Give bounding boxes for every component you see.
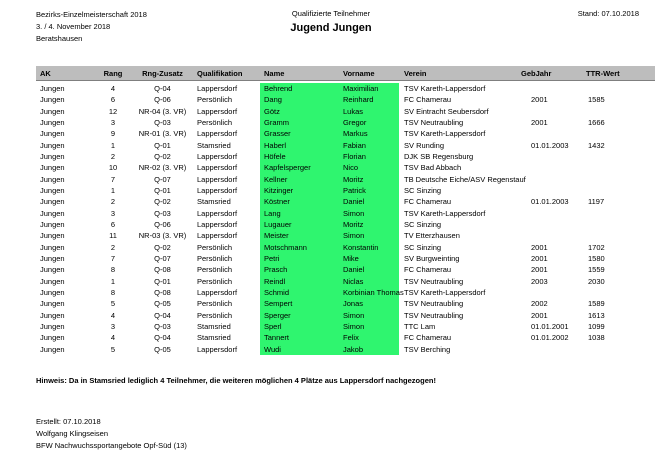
table-row (36, 174, 655, 185)
cell-gebjahr (516, 185, 582, 196)
cell-qualifikation: Stamsried (197, 197, 231, 207)
table-row (36, 321, 655, 332)
cell-gebjahr: 2001 (531, 95, 548, 105)
cell-vorname: Moritz (340, 174, 399, 185)
cell-ak: Jungen (40, 117, 65, 127)
cell-qualifikation: Persönlich (197, 242, 233, 252)
cell-qualifikation: Lappersdorf (197, 106, 238, 116)
cell-name: Gramm (260, 117, 340, 128)
cell-ttr-wert: 1038 (588, 333, 605, 343)
cell-gebjahr: 01.01.2002 (531, 333, 569, 343)
table-row (36, 208, 655, 219)
cell-gebjahr: 2001 (531, 253, 548, 263)
cell-ttr-wert (582, 230, 655, 241)
table-row (36, 162, 655, 173)
cell-name: Tannert (260, 332, 340, 343)
cell-ak: Jungen (40, 253, 65, 263)
cell-rang: 8 (110, 287, 116, 297)
cell-verein: TSV Neutraubling (404, 299, 464, 309)
cell-rng-zusatz: Q-08 (154, 265, 171, 275)
cell-rang: 2 (110, 242, 116, 252)
cell-rang: 3 (110, 117, 116, 127)
cell-name: Kitzinger (260, 185, 340, 196)
cell-vorname: Fabian (340, 140, 399, 151)
cell-gebjahr: 2003 (531, 276, 548, 286)
column-header-verein: Verein (399, 66, 516, 81)
column-header-ttr-wert: TTR-Wert (582, 66, 655, 81)
table-row (36, 344, 655, 355)
cell-gebjahr: 01.01.2001 (531, 321, 569, 331)
cell-rng-zusatz: Q-07 (154, 174, 171, 184)
cell-verein: SC Sinzing (404, 242, 442, 252)
cell-qualifikation: Lappersdorf (197, 208, 238, 218)
cell-rng-zusatz: NR-03 (3. VR) (138, 231, 187, 241)
cell-name: Sperl (260, 321, 340, 332)
cell-verein: FC Chamerau (404, 265, 452, 275)
cell-ak: Jungen (40, 106, 65, 116)
cell-ak: Jungen (40, 129, 65, 139)
cell-verein: TSV Kareth-Lappersdorf (404, 287, 486, 297)
cell-qualifikation: Persönlich (197, 299, 233, 309)
page-subtitle: Qualifizierte Teilnehmer (291, 9, 371, 18)
cell-verein: TSV Neutraubling (404, 117, 464, 127)
cell-rng-zusatz: Q-07 (154, 253, 171, 263)
table-row (36, 287, 655, 298)
cell-rang: 3 (110, 208, 116, 218)
table-row (36, 242, 655, 253)
cell-ak: Jungen (40, 151, 65, 161)
cell-name: Köstner (260, 196, 340, 207)
cell-qualifikation: Lappersdorf (197, 151, 238, 161)
cell-rng-zusatz: Q-06 (154, 95, 171, 105)
cell-rng-zusatz: Q-01 (154, 140, 171, 150)
cell-ak: Jungen (40, 185, 65, 195)
cell-qualifikation: Lappersdorf (197, 219, 238, 229)
cell-qualifikation: Persönlich (197, 117, 233, 127)
cell-name: Götz (260, 106, 340, 117)
cell-vorname: Daniel (340, 264, 399, 275)
cell-rang: 4 (110, 333, 116, 343)
cell-vorname: Lukas (340, 106, 399, 117)
cell-rang: 9 (110, 129, 116, 139)
cell-gebjahr (516, 287, 582, 298)
footer-block (36, 416, 187, 452)
cell-name: Prasch (260, 264, 340, 275)
cell-gebjahr (516, 128, 582, 139)
cell-rang: 4 (110, 310, 116, 320)
participants-table-wrap (36, 66, 655, 355)
cell-ak: Jungen (40, 299, 65, 309)
cell-gebjahr: 2002 (531, 299, 548, 309)
table-row (36, 140, 655, 151)
cell-gebjahr (516, 151, 582, 162)
cell-rang: 7 (110, 253, 116, 263)
cell-vorname: Simon (340, 208, 399, 219)
cell-ak: Jungen (40, 84, 65, 93)
event-date: 3. / 4. November 2018 (36, 22, 111, 31)
cell-name: Höfele (260, 151, 340, 162)
cell-rng-zusatz: Q-01 (154, 276, 171, 286)
table-row (36, 276, 655, 287)
cell-gebjahr (516, 208, 582, 219)
cell-ttr-wert (582, 151, 655, 162)
cell-vorname: Maximilian (340, 83, 399, 94)
cell-gebjahr (516, 106, 582, 117)
cell-rng-zusatz: Q-02 (154, 242, 171, 252)
cell-rang: 1 (110, 276, 116, 286)
cell-name: Haberl (260, 140, 340, 151)
cell-ak: Jungen (40, 174, 65, 184)
cell-qualifikation: Persönlich (197, 276, 233, 286)
cell-ttr-wert (582, 185, 655, 196)
cell-ttr-wert (582, 83, 655, 94)
cell-name: Wudi (260, 344, 340, 355)
cell-vorname: Simon (340, 230, 399, 241)
cell-qualifikation: Stamsried (197, 333, 231, 343)
column-header-name: Name (260, 66, 340, 81)
cell-ttr-wert (582, 208, 655, 219)
cell-vorname: Florian (340, 151, 399, 162)
cell-name: Dang (260, 94, 340, 105)
table-row (36, 298, 655, 309)
cell-rang: 1 (110, 140, 116, 150)
cell-name: Meister (260, 230, 340, 241)
column-header-rang: Rang (95, 66, 131, 81)
cell-rng-zusatz: Q-03 (154, 321, 171, 331)
cell-verein: TSV Neutraubling (404, 310, 464, 320)
cell-verein: TSV Kareth-Lappersdorf (404, 84, 486, 93)
stand-date: Stand: 07.10.2018 (577, 9, 639, 18)
cell-name: Schmid (260, 287, 340, 298)
event-location: Beratshausen (36, 34, 83, 43)
cell-rng-zusatz: Q-03 (154, 117, 171, 127)
cell-qualifikation: Stamsried (197, 140, 231, 150)
cell-vorname: Patrick (340, 185, 399, 196)
table-row (36, 117, 655, 128)
cell-verein: TSV Kareth-Lappersdorf (404, 129, 486, 139)
column-header-rng-zusatz: Rng-Zusatz (131, 66, 194, 81)
cell-ak: Jungen (40, 265, 65, 275)
cell-vorname: Konstantin (340, 242, 399, 253)
cell-ak: Jungen (40, 231, 65, 241)
cell-gebjahr (516, 230, 582, 241)
cell-ak: Jungen (40, 163, 65, 173)
cell-rng-zusatz: Q-04 (154, 310, 171, 320)
cell-ak: Jungen (40, 197, 65, 207)
cell-vorname: Moritz (340, 219, 399, 230)
cell-vorname: Gregor (340, 117, 399, 128)
cell-verein: TSV Neutraubling (404, 276, 464, 286)
cell-name: Kapfelsperger (260, 162, 340, 173)
cell-name: Sperger (260, 310, 340, 321)
cell-rng-zusatz: Q-01 (154, 185, 171, 195)
table-row (36, 94, 655, 105)
table-header (36, 66, 655, 81)
cell-qualifikation: Lappersdorf (197, 287, 238, 297)
cell-qualifikation: Stamsried (197, 321, 231, 331)
cell-vorname: Daniel (340, 196, 399, 207)
cell-ak: Jungen (40, 242, 65, 252)
cell-qualifikation: Lappersdorf (197, 344, 238, 354)
cell-qualifikation: Lappersdorf (197, 84, 238, 93)
cell-verein: TB Deutsche Eiche/ASV Regenstauf (404, 174, 526, 184)
cell-rng-zusatz: Q-08 (154, 287, 171, 297)
cell-ttr-wert: 1197 (588, 197, 605, 207)
cell-ttr-wert (582, 128, 655, 139)
cell-verein: TSV Kareth-Lappersdorf (404, 208, 486, 218)
cell-name: Behrend (260, 83, 340, 94)
cell-name: Petri (260, 253, 340, 264)
cell-rang: 10 (108, 163, 118, 173)
cell-vorname: Niclas (340, 276, 399, 287)
cell-ttr-wert (582, 162, 655, 173)
cell-rang: 1 (110, 185, 116, 195)
cell-verein: TSV Bad Abbach (404, 163, 462, 173)
cell-name: Lugauer (260, 219, 340, 230)
participants-table (36, 66, 655, 355)
cell-qualifikation: Lappersdorf (197, 129, 238, 139)
cell-vorname: Korbinian Thomas (340, 287, 399, 298)
table-header-row (36, 66, 655, 81)
cell-rng-zusatz: NR-02 (3. VR) (138, 163, 187, 173)
cell-ak: Jungen (40, 333, 65, 343)
table-body (36, 81, 655, 355)
cell-verein: FC Chamerau (404, 333, 452, 343)
cell-rng-zusatz: Q-04 (154, 84, 171, 93)
cell-vorname: Reinhard (340, 94, 399, 105)
cell-gebjahr: 2001 (531, 265, 548, 275)
cell-vorname: Markus (340, 128, 399, 139)
cell-ttr-wert (582, 287, 655, 298)
cell-gebjahr (516, 219, 582, 230)
cell-ttr-wert (582, 344, 655, 355)
cell-qualifikation: Persönlich (197, 265, 233, 275)
table-row (36, 310, 655, 321)
cell-gebjahr: 2001 (531, 242, 548, 252)
cell-rng-zusatz: Q-02 (154, 197, 171, 207)
cell-qualifikation: Lappersdorf (197, 174, 238, 184)
cell-rng-zusatz: NR-01 (3. VR) (138, 129, 187, 139)
cell-verein: TV Etterzhausen (404, 231, 460, 241)
table-row (36, 185, 655, 196)
table-row (36, 253, 655, 264)
cell-gebjahr (516, 162, 582, 173)
table-row (36, 196, 655, 207)
cell-rang: 2 (110, 151, 116, 161)
table-row (36, 230, 655, 241)
cell-rang: 11 (109, 231, 117, 241)
cell-rang: 7 (110, 174, 116, 184)
cell-ak: Jungen (40, 276, 65, 286)
cell-name: Kellner (260, 174, 340, 185)
footer-org: BFW Nachwuchssportangebote Opf-Süd (13) (36, 441, 187, 450)
table-row (36, 219, 655, 230)
cell-ak: Jungen (40, 95, 65, 105)
table-row (36, 83, 655, 94)
event-title: Bezirks-Einzelmeisterschaft 2018 (36, 10, 147, 19)
cell-rang: 2 (110, 197, 116, 207)
cell-verein: FC Chamerau (404, 197, 452, 207)
cell-rang: 12 (108, 106, 118, 116)
cell-verein: DJK SB Regensburg (404, 151, 474, 161)
cell-verein: SV Burgweinting (404, 253, 460, 263)
footer-created: Erstellt: 07.10.2018 (36, 417, 101, 426)
cell-qualifikation: Persönlich (197, 310, 233, 320)
cell-name: Lang (260, 208, 340, 219)
cell-ttr-wert: 1666 (588, 117, 605, 127)
hinweis-note: Hinweis: Da in Stamsried lediglich 4 Teilnehmer, die weiteren möglichen 4 Plätze aus Lappersdorf nachgezogen! (36, 376, 436, 385)
cell-ak: Jungen (40, 208, 65, 218)
table-row (36, 151, 655, 162)
footer-author: Wolfgang Klingseisen (36, 429, 108, 438)
cell-ak: Jungen (40, 219, 65, 229)
column-header-qualifikation: Qualifikation (194, 66, 260, 81)
cell-qualifikation: Persönlich (197, 253, 233, 263)
cell-vorname: Nico (340, 162, 399, 173)
cell-name: Motschmann (260, 242, 340, 253)
cell-rng-zusatz: Q-03 (154, 208, 171, 218)
cell-verein: SC Sinzing (404, 185, 442, 195)
cell-rang: 8 (110, 265, 116, 275)
page-title: Jugend Jungen (290, 22, 372, 34)
cell-vorname: Jakob (340, 344, 399, 355)
column-header-gebjahr: GebJahr (516, 66, 582, 81)
cell-vorname: Simon (340, 321, 399, 332)
cell-ttr-wert (582, 219, 655, 230)
cell-rng-zusatz: Q-06 (154, 219, 171, 229)
cell-verein: TTC Lam (404, 321, 436, 331)
cell-ttr-wert: 1099 (588, 321, 605, 331)
cell-name: Reindl (260, 276, 340, 287)
table-row (36, 106, 655, 117)
cell-gebjahr (516, 83, 582, 94)
cell-ak: Jungen (40, 287, 65, 297)
cell-rng-zusatz: Q-02 (154, 151, 171, 161)
cell-gebjahr: 2001 (531, 117, 548, 127)
cell-rng-zusatz: Q-05 (154, 344, 171, 354)
cell-name: Grasser (260, 128, 340, 139)
cell-rang: 5 (110, 299, 116, 309)
cell-rang: 5 (110, 344, 116, 354)
cell-rang: 4 (110, 84, 116, 93)
column-header-ak: AK (36, 66, 95, 81)
cell-vorname: Simon (340, 310, 399, 321)
cell-gebjahr: 01.01.2003 (531, 197, 569, 207)
cell-ttr-wert: 1432 (588, 140, 605, 150)
table-row (36, 264, 655, 275)
cell-ttr-wert: 1559 (588, 265, 605, 275)
page-title-block (0, 9, 662, 34)
table-row (36, 128, 655, 139)
cell-rng-zusatz: NR-04 (3. VR) (138, 106, 187, 116)
cell-vorname: Felix (340, 332, 399, 343)
cell-ttr-wert: 2030 (588, 276, 605, 286)
cell-rng-zusatz: Q-04 (154, 333, 171, 343)
cell-qualifikation: Persönlich (197, 95, 233, 105)
cell-rang: 6 (110, 95, 116, 105)
cell-gebjahr (516, 344, 582, 355)
table-row (36, 332, 655, 343)
cell-ak: Jungen (40, 321, 65, 331)
cell-verein: TSV Berching (404, 344, 451, 354)
cell-vorname: Jonas (340, 298, 399, 309)
cell-ttr-wert: 1585 (588, 95, 605, 105)
column-header-vorname: Vorname (340, 66, 399, 81)
cell-rang: 6 (110, 219, 116, 229)
cell-qualifikation: Lappersdorf (197, 231, 238, 241)
cell-rng-zusatz: Q-05 (154, 299, 171, 309)
cell-verein: FC Chamerau (404, 95, 452, 105)
cell-ttr-wert: 1702 (588, 242, 605, 252)
cell-gebjahr: 01.01.2003 (531, 140, 569, 150)
cell-name: Sempert (260, 298, 340, 309)
cell-ak: Jungen (40, 310, 65, 320)
cell-qualifikation: Lappersdorf (197, 163, 238, 173)
cell-verein: SC Sinzing (404, 219, 442, 229)
cell-ttr-wert (582, 106, 655, 117)
cell-qualifikation: Lappersdorf (197, 185, 238, 195)
cell-rang: 3 (110, 321, 116, 331)
cell-ttr-wert: 1613 (588, 310, 605, 320)
cell-ak: Jungen (40, 140, 65, 150)
cell-ttr-wert (582, 174, 655, 185)
cell-verein: SV Eintracht Seubersdorf (404, 106, 489, 116)
cell-ttr-wert: 1580 (588, 253, 605, 263)
cell-gebjahr: 2001 (531, 310, 548, 320)
cell-vorname: Mike (340, 253, 399, 264)
cell-verein: SV Runding (404, 140, 445, 150)
cell-ak: Jungen (40, 344, 65, 354)
cell-ttr-wert: 1589 (588, 299, 605, 309)
